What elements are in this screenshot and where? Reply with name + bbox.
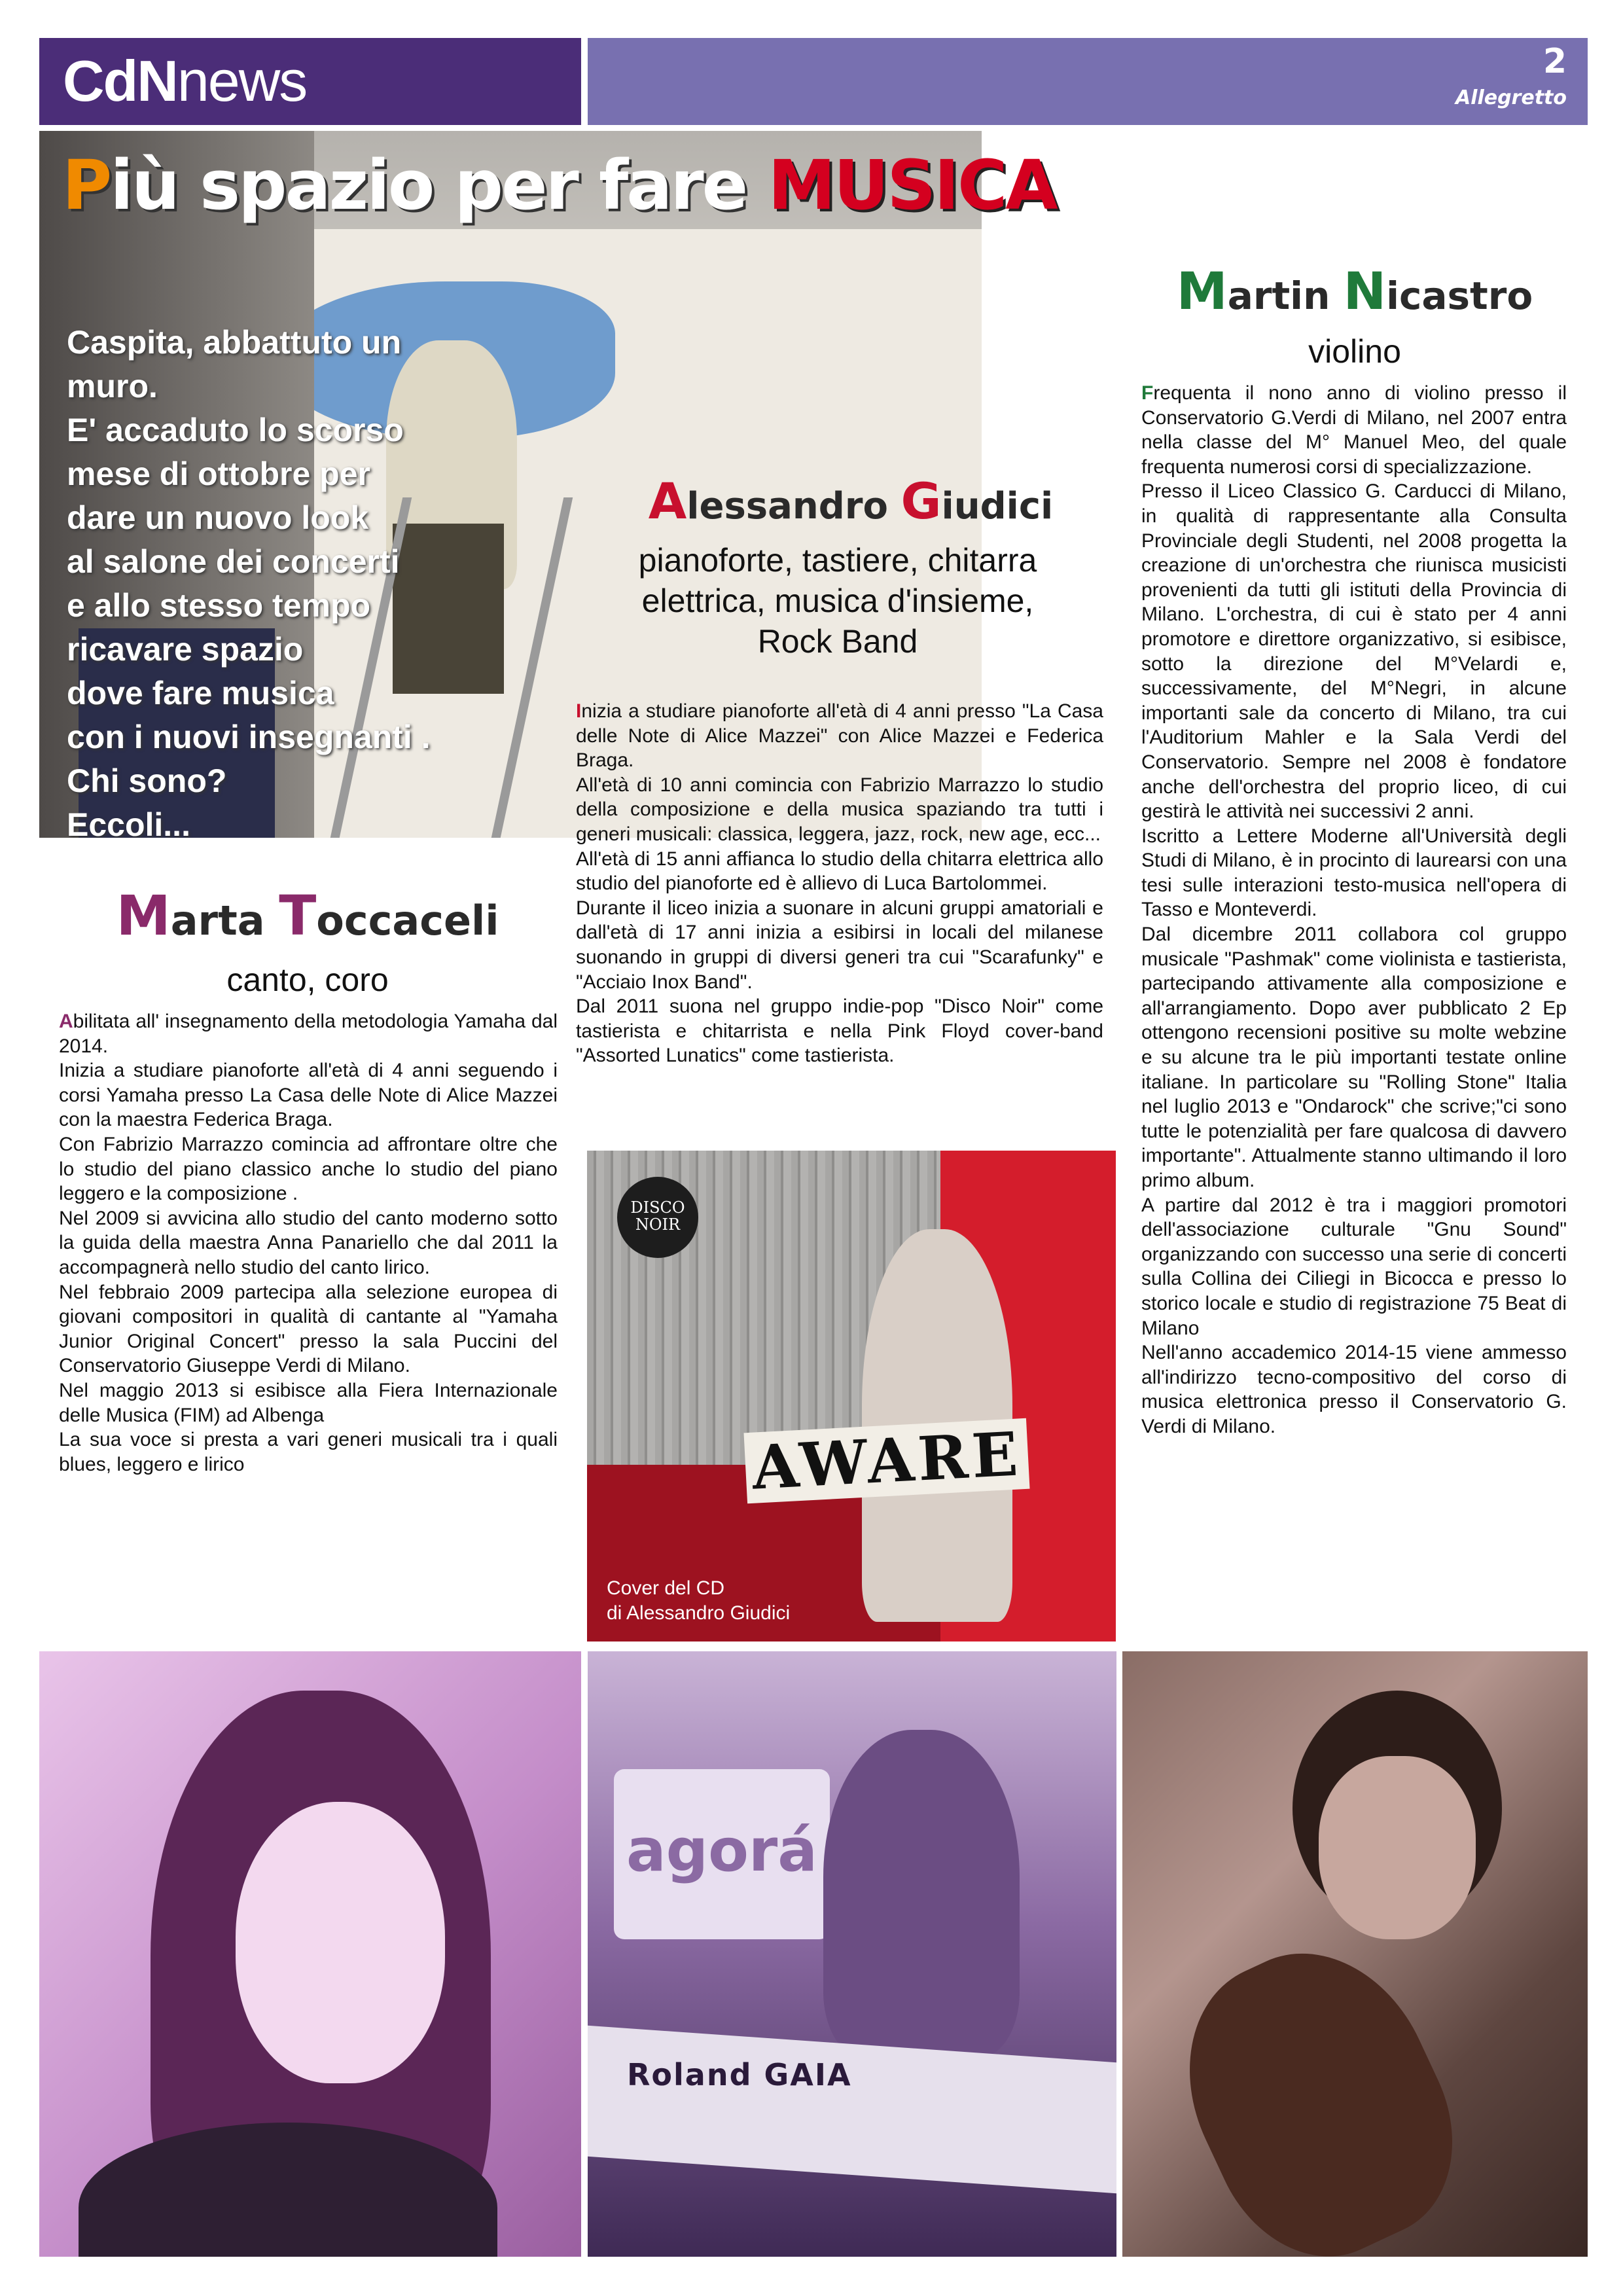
bio-paragraph: Dal 2011 suona nel gruppo indie-pop "Disco Noir" come tastierista e chitarrista e nella Pink Floyd cover-band "Assorted Lunatics" come tastierista. — [576, 996, 1103, 1067]
photo-marta-toccaceli — [39, 1651, 581, 2257]
bio-paragraph: Nel maggio 2013 si esibisce alla Fiera Internazionale delle Musica (FIM) ad Albenga — [59, 1379, 558, 1426]
photo-face — [1319, 1756, 1476, 1939]
masthead-logo: CdNnews — [63, 48, 307, 113]
teacher-bio-martin — [1141, 381, 1567, 1439]
photo-sign: agorá — [614, 1769, 830, 1939]
bio-paragraph: Inizia a studiare pianoforte all'età di 4 anni seguendo i corsi Yamaha presso La Casa delle Note di Alice Mazzei con la maestra Federica Braga. — [59, 1060, 558, 1131]
bio-paragraph: Dal dicembre 2011 collabora col gruppo musicale "Pashmak" come violinista e tastierista, partecipando attivamente alla composizione e all'arrangiamento. Dopo aver pubblicato 2 Ep ottengono recensioni positive su molte webzine e su alcune tra le più importanti testate online italiane. In particolare su "Rolling Stone" Italia nel luglio 2013 e "Ondarock" che scrive;"ci sono tutte le potenzialità per fare qualcosa di davvero importante". Attualmente stanno ultimando il loro primo album. — [1141, 924, 1567, 1191]
bio-paragraph: Abilitata all' insegnamento della metodologia Yamaha dal 2014. — [59, 1011, 558, 1057]
disco-noir-logo: DISCO NOIR — [617, 1177, 698, 1258]
photo-violin — [1149, 1916, 1489, 2257]
teacher-name-alessandro: Alessandro Giudici — [648, 473, 1054, 530]
intro-line: e allo stesso tempo — [67, 587, 371, 624]
bio-paragraph: Nell'anno accademico 2014-15 viene ammesso all'indirizzo tecno-compositivo del corso di musica elettronica presso il Conservatorio G. Verdi di Milano. — [1141, 1342, 1567, 1437]
keyboard-brand: Roland GAIA — [627, 2057, 852, 2092]
bio-paragraph: Nel 2009 si avvicina allo studio del canto moderno sotto la guida della maestra Anna Panariello che dal 2011 la accompagnerà nello studio del canto lirico. — [59, 1207, 558, 1278]
photo-martin-nicastro — [1122, 1651, 1588, 2257]
photo-face — [236, 1802, 445, 2083]
cd-cover-image — [587, 1151, 1116, 1641]
intro-line: dove fare musica — [67, 675, 334, 711]
bio-paragraph: Inizia a studiare pianoforte all'età di 4 anni presso "La Casa delle Note di Alice Mazzei" con Alice Mazzei e Federica Braga. — [576, 700, 1103, 772]
bio-paragraph: All'età di 15 anni affianca lo studio della chitarra elettrica allo studio del pianoforte ed è allievo di Luca Bartolommei. — [576, 848, 1103, 895]
intro-line: Eccoli... — [67, 806, 190, 838]
intro-line: dare un nuovo look — [67, 499, 369, 536]
teacher-name-martin: Martin Nicastro — [1176, 262, 1533, 321]
teacher-role-marta: canto, coro — [226, 961, 389, 998]
bio-paragraph: Iscritto a Lettere Moderne all'Università degli Studi di Milano, è in procinto di laurearsi con una tesi sulle interazioni testo-musica nell'opera di Tasso e Monteverdi. — [1141, 825, 1567, 921]
intro-line: mese di ottobre per — [67, 456, 370, 492]
bio-paragraph: La sua voce si presta a vari generi musicali tra i quali blues, leggero e lirico — [59, 1429, 558, 1475]
teacher-role-alessandro: pianoforte, tastiere, chitarra elettrica, musica d'insieme, Rock Band — [638, 542, 1037, 660]
intro-line: con i nuovi insegnanti . — [67, 719, 431, 755]
bio-paragraph: Durante il liceo inizia a suonare in alcuni gruppi amatoriali e dall'età di 17 anni inizia a esibirsi in locali del milanese suonando in gruppi di diversi generi tra cui "Scarafunky" e "Acciaio Inox Band". — [576, 897, 1103, 993]
intro-text — [67, 321, 486, 838]
bio-paragraph: All'età di 10 anni comincia con Fabrizio Marrazzo lo studio della composizione e della musica spaziando tra tutti i generi musicali: classica, leggera, jazz, rock, new age, ecc... — [576, 774, 1103, 845]
teacher-name-marta: Marta Toccaceli — [116, 884, 499, 948]
photo-alessandro-giudici — [588, 1651, 1116, 2257]
teacher-role-martin: violino — [1308, 333, 1401, 370]
cd-title: AWARE — [743, 1418, 1029, 1503]
intro-line: Caspita, abbattuto un muro. — [67, 324, 402, 404]
bio-paragraph: Frequenta il nono anno di violino presso il Conservatorio G.Verdi di Milano, nel 2007 entra nella classe del M° Manuel Meo, del quale frequenta numerosi corsi di specializzazione. — [1141, 382, 1567, 478]
article-title: Più spazio per fare MUSICA — [62, 145, 1056, 225]
intro-line: al salone dei concerti — [67, 543, 400, 580]
header-bar-left — [39, 38, 581, 125]
photo-keyboard — [588, 2026, 1116, 2194]
header-bar-right — [588, 38, 1588, 125]
teacher-bio-marta — [59, 1009, 558, 1477]
teacher-bio-alessandro — [576, 699, 1103, 1068]
bio-paragraph: Con Fabrizio Marrazzo comincia ad affrontare oltre che lo studio del piano classico anche lo studio del piano leggero e la composizione . — [59, 1133, 558, 1205]
bio-paragraph: Nel febbraio 2009 partecipa alla selezione europea di giovani compositori in qualità di cantante al "Yamaha Junior Original Concert" presso la sala Puccini del Conservatorio Giuseppe Verdi di Milano. — [59, 1281, 558, 1377]
intro-line: Chi sono? — [67, 762, 227, 799]
cd-caption: Cover del CD di Alessandro Giudici — [607, 1577, 791, 1624]
section-name: Allegretto — [1455, 86, 1567, 109]
bio-paragraph: A partire dal 2012 è tra i maggiori promotori dell'associazione culturale "Gnu Sound" organizzando con successo una serie di concerti sulla Collina dei Ciliegi in Bicocca e presso lo storico locale e studio di registrazione 75 Beat di Milano — [1141, 1194, 1567, 1339]
intro-line: ricavare spazio — [67, 631, 304, 668]
bio-paragraph: Presso il Liceo Classico G. Carducci di Milano, in qualità di rappresentante alla Consulta Provinciale degli Studenti, nel 2008 progetta la creazione di un'orchestra che riunisca musicisti provenienti da tutti gli istituti della Provincia di Milano. L'orchestra, di cui è stato per 4 anni promotore e direttore organizzativo, si esibisce, sotto la direzione del M°Velardi e, successivamente, del M°Negri, in alcune importanti sale da concerto di Milano, tra cui l'Auditorium Mahler e la Sala Verdi del Conservatorio. Sempre nel 2008 è fondatore anche dell'orchestra del proprio liceo, di cui gestirà le attività nei successivi 2 anni. — [1141, 480, 1567, 823]
intro-line: E' accaduto lo scorso — [67, 412, 404, 448]
page-number: 2 — [1543, 42, 1567, 81]
photo-person — [823, 1730, 1020, 2057]
